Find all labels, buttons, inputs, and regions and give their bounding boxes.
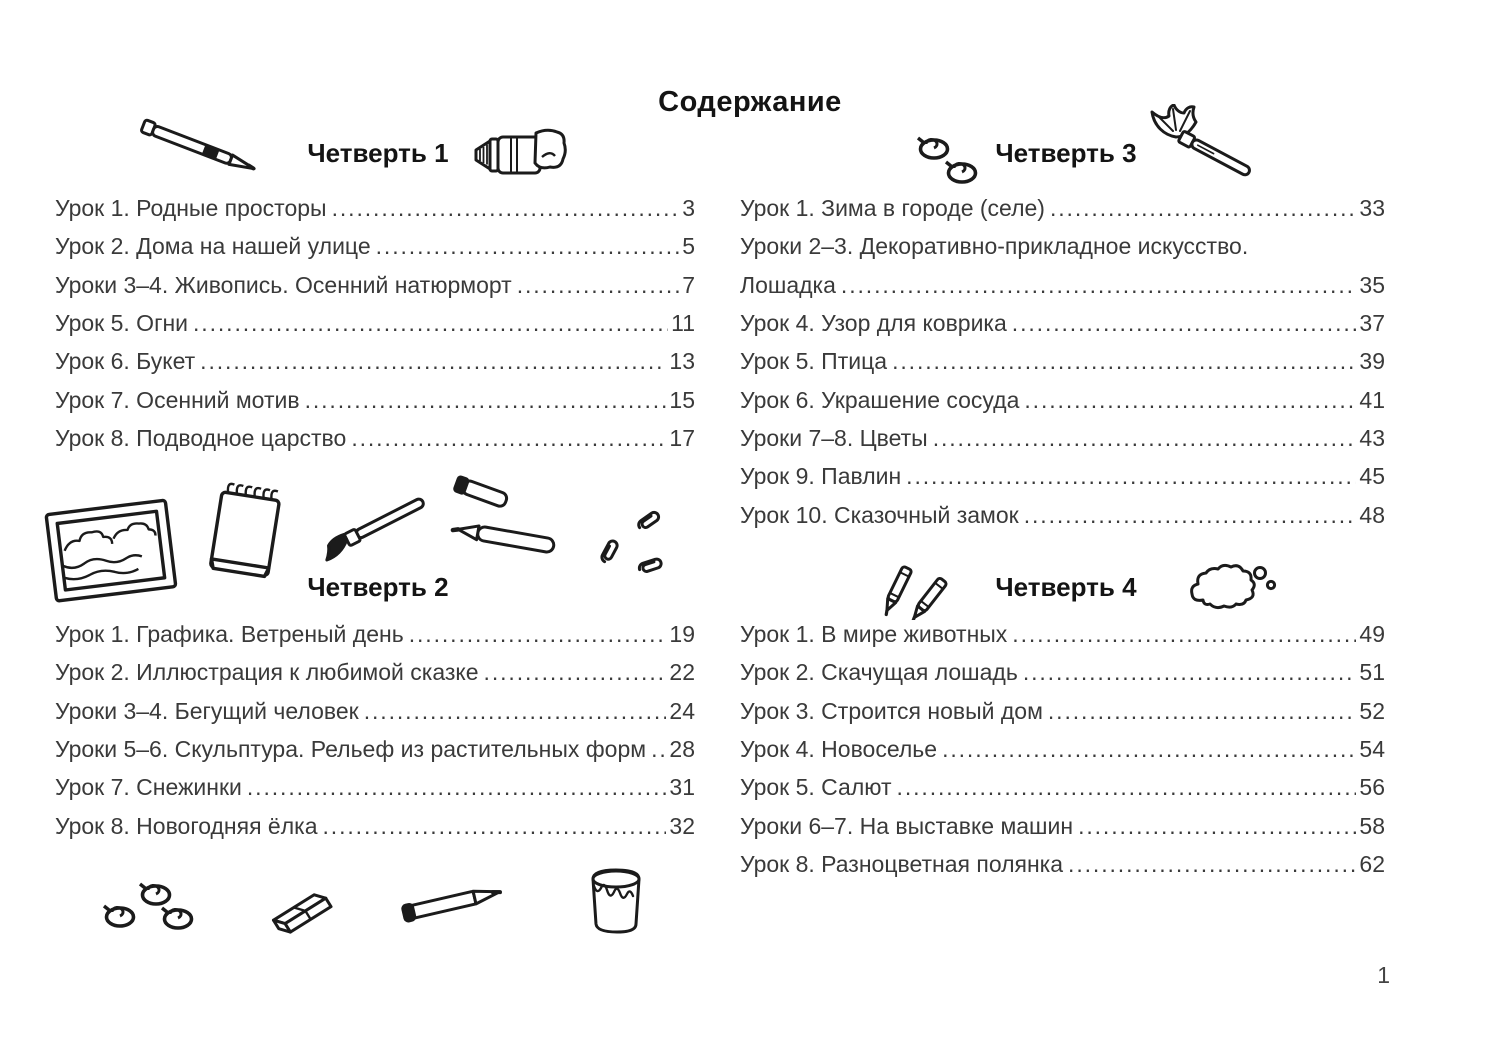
toc-page-number: 11 [671,310,695,337]
toc-entry-label: Урок 2. Иллюстрация к любимой сказке [55,659,479,686]
toc-entry-label: Урок 6. Букет [55,348,196,375]
toc-entry [55,419,695,457]
toc-page-number: 54 [1359,736,1385,763]
toc-page-number: 3 [682,195,695,221]
toc-page-number: 35 [1359,271,1385,298]
toc-entry [740,227,1385,265]
page-number: 1 [1377,962,1390,988]
toc-page-number: 62 [1359,851,1385,878]
toc-entry [740,304,1385,342]
paintbrush-icon [308,482,440,572]
toc-leader-dots [376,227,680,265]
toc-entry-label: Урок 2. Скачущая лошадь [740,659,1018,686]
toc-entry-label: Урок 7. Снежинки [55,774,242,801]
toc-entry [55,381,695,419]
toc-entry [740,457,1385,495]
toc-page-number: 22 [669,659,695,686]
toc-leader-dots [892,342,1356,380]
toc-entry-label: Урок 5. Огни [55,310,189,337]
paperclips-icon [590,510,682,592]
toc-entry [740,845,1385,883]
quarter-1-title: Четверть 1 [307,138,449,168]
quarter-2-toc [55,615,695,845]
toc-entry-label: Лошадка [740,271,836,298]
toc-page-number: 19 [669,621,695,647]
toc-entry-label: Урок 3. Строится новый дом [740,697,1043,724]
toc-leader-dots [897,768,1357,806]
toc-leader-dots [305,381,667,419]
toc-entry [55,227,695,265]
toc-entry-label: Уроки 2–3. Декоративно-прикладное искусство. [740,233,1249,260]
toc-entry [55,768,695,806]
pencil-icon [396,870,511,934]
toc-entry [740,189,1385,227]
toc-entry-label: Урок 10. Сказочный замок [740,501,1019,528]
toc-page-number: 33 [1359,195,1385,221]
crayons-icon [868,540,958,620]
toc-leader-dots [409,615,667,653]
paint-tube-icon [470,126,570,188]
toc-leader-dots [247,768,667,806]
toc-entry-label: Урок 7. Осенний мотив [55,386,300,413]
toc-page-number: 7 [682,271,695,298]
thumbtacks-icon [98,878,200,950]
toc-page-number: 51 [1359,659,1385,686]
toc-entry [55,266,695,304]
toc-page-number: 41 [1359,386,1385,413]
toc-page-number: 48 [1359,501,1385,528]
quarter-4-title: Четверть 4 [995,572,1137,602]
toc-entry-label: Уроки 3–4. Бегущий человек [55,697,359,724]
toc-entry-label: Уроки 7–8. Цветы [740,425,928,452]
quarter-3-title: Четверть 3 [995,138,1137,168]
toc-leader-dots [1024,496,1357,534]
toc-page-number: 37 [1359,310,1385,337]
toc-entry-label: Урок 5. Салют [740,774,892,801]
toc-page-number: 58 [1359,812,1385,839]
quarter-1-toc [55,189,695,457]
toc-entry [55,653,695,691]
eraser-icon [260,876,344,950]
quarter-2-title: Четверть 2 [307,572,449,602]
toc-page-number: 56 [1359,774,1385,801]
toc-entry [55,615,695,653]
toc-entry-label: Урок 5. Птица [740,348,888,375]
toc-entry-label: Урок 1. В мире животных [740,621,1008,647]
toc-leader-dots [1048,692,1357,730]
page-title: Содержание [658,86,842,118]
quarter-4-toc [740,615,1385,883]
toc-entry-label: Уроки 3–4. Живопись. Осенний натюрморт [55,271,512,298]
toc-entry-label: Урок 8. Подводное царство [55,425,347,452]
toc-leader-dots [351,419,666,457]
toc-leader-dots [942,730,1356,768]
toc-entry [740,730,1385,768]
toc-leader-dots [1078,807,1356,845]
toc-page-number: 24 [669,697,695,724]
toc-page-number: 28 [669,736,695,763]
toc-leader-dots [484,653,667,691]
toc-leader-dots [332,189,680,227]
quarter-3-toc [740,189,1385,534]
thumbtacks-icon [912,130,984,196]
toc-entry-label: Урок 1. Родные просторы [55,195,327,221]
toc-entry [740,768,1385,806]
toc-page-number: 5 [682,233,695,260]
toc-page-number: 13 [669,348,695,375]
picture-frame-icon [42,496,182,606]
toc-entry [55,730,695,768]
toc-entry-label: Урок 6. Украшение сосуда [740,386,1020,413]
toc-page-number: 17 [669,425,695,452]
paint-can-icon [582,864,650,940]
toc-entry-label: Уроки 6–7. На выставке машин [740,812,1074,839]
toc-page-number: 32 [669,812,695,839]
toc-entry [55,304,695,342]
toc-entry-label: Урок 8. Разноцветная полянка [740,851,1064,878]
toc-entry [740,496,1385,534]
toc-leader-dots [651,730,666,768]
toc-leader-dots [200,342,666,380]
toc-entry-label: Урок 8. Новогодняя ёлка [55,812,318,839]
pencil-icon [130,110,265,190]
toc-leader-dots [1012,304,1357,342]
toc-entry-label: Уроки 5–6. Скульптура. Рельеф из растительных форм [55,736,647,763]
toc-entry [740,381,1385,419]
toc-leader-dots [1068,845,1356,883]
toc-entry [55,807,695,845]
toc-entry [740,692,1385,730]
toc-leader-dots [1023,653,1357,691]
toc-entry [740,266,1385,304]
toc-entry-label: Урок 9. Павлин [740,463,902,490]
toc-entry [55,189,695,227]
toc-leader-dots [933,419,1357,457]
toc-page-number: 49 [1359,621,1385,647]
toc-entry-label: Урок 4. Узор для коврика [740,310,1007,337]
toc-page-number: 52 [1359,697,1385,724]
toc-entry [740,653,1385,691]
toc-leader-dots [364,692,667,730]
fan-brush-icon [1146,104,1266,192]
toc-leader-dots [517,266,680,304]
toc-leader-dots [193,304,668,342]
toc-page-number: 15 [669,386,695,413]
toc-entry [55,692,695,730]
toc-entry [740,419,1385,457]
toc-entry [55,342,695,380]
marker-icon [445,474,570,570]
toc-entry-label: Урок 4. Новоселье [740,736,938,763]
cloud-icon [1186,560,1278,620]
toc-page-number: 39 [1359,348,1385,375]
toc-entry [740,807,1385,845]
toc-leader-dots [1050,189,1356,227]
toc-leader-dots [906,457,1356,495]
toc-entry-label: Урок 1. Зима в городе (селе) [740,195,1045,221]
toc-entry-label: Урок 1. Графика. Ветреный день [55,621,404,647]
toc-entry-label: Урок 2. Дома на нашей улице [55,233,371,260]
toc-leader-dots [841,266,1356,304]
toc-entry [740,615,1385,653]
toc-page-number: 45 [1359,463,1385,490]
toc-entry [740,342,1385,380]
toc-leader-dots [323,807,667,845]
toc-leader-dots [1024,381,1356,419]
notebook-icon [200,476,292,590]
toc-page-number: 31 [669,774,695,801]
toc-leader-dots [1012,615,1356,653]
toc-page-number: 43 [1359,425,1385,452]
